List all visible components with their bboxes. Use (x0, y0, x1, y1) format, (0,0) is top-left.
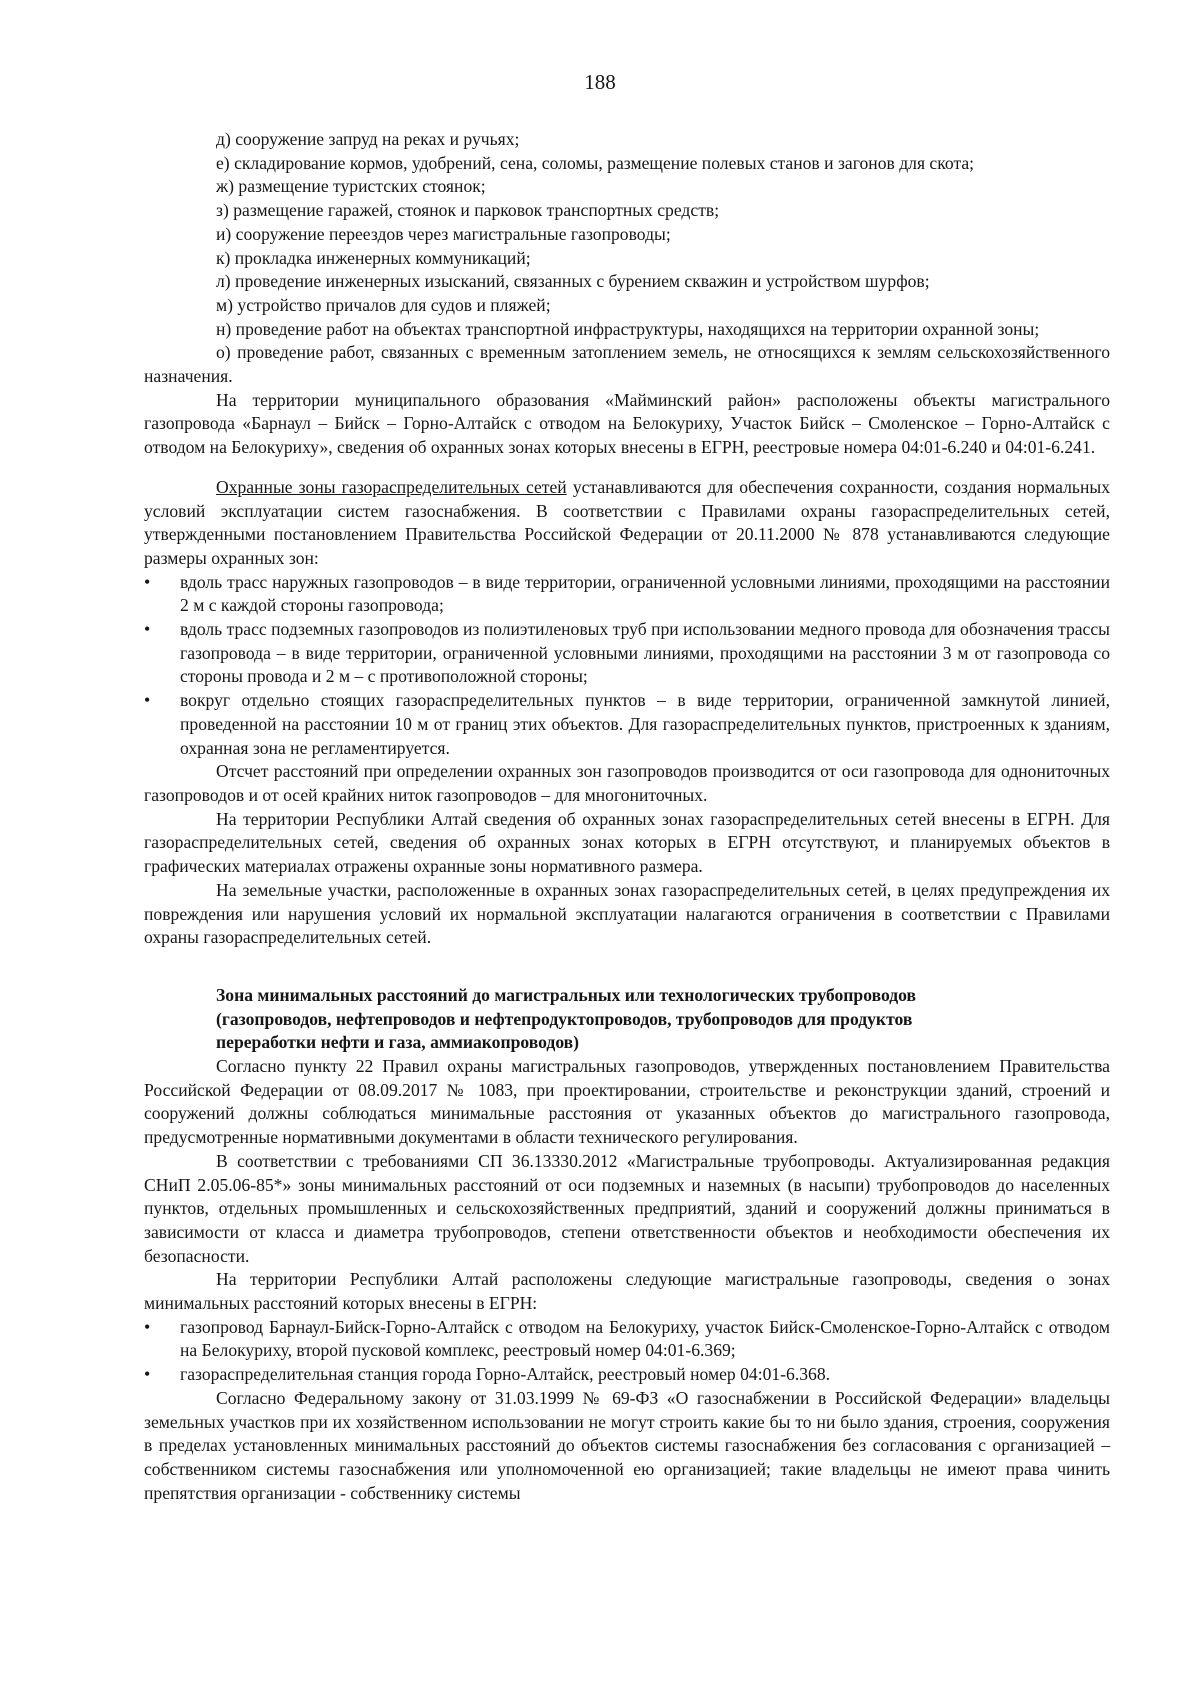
paragraph-altai-pipelines: На территории Республики Алтай расположены следующие магистральные газопроводы, сведения о зонах минимальных расстояний которых внесены в ЕГРН: (144, 1269, 1110, 1314)
paragraph-point-22: Согласно пункту 22 Правил охраны магистральных газопроводов, утвержденных постановлением Правительства Российской Федерации от 08.09.2017 № 1083, при проектировании, строительстве и реконструкции зданий, строений и сооружений должны соблюдаться минимальные расстояния от указанных объектов до магистрального газопровода, предусмотренные нормативными документами в области технического регулирования. (144, 1056, 1110, 1148)
bullet-item: • вдоль трасс подземных газопроводов из полиэтиленовых труб при использовании медного провода для обозначения трассы газопровода – в виде территории, ограниченной условными линиями, проходящими на расстоянии 3 м от газопровода со стороны провода и 2 м – с противоположной стороны; (144, 618, 1110, 689)
spacer (144, 950, 1110, 984)
bullet-item: • вдоль трасс наружных газопроводов – в виде территории, ограниченной условными линиями, проходящими на расстоянии 2 м с каждой стороны газопровода; (144, 571, 1110, 618)
list-item-m: м) устройство причалов для судов и пляжей; (216, 294, 551, 315)
bullet-item: • вокруг отдельно стоящих газораспределительных пунктов – в виде территории, ограниченной замкнутой линией, проведенной на расстоянии 10 м от границ этих объектов. Для газораспределительных пунктов, пристроенных к зданиям, охранная зона не регламентируется. (144, 689, 1110, 760)
list-item-e: е) складирование кормов, удобрений, сена, соломы, размещение полевых станов и загонов для скота; (216, 152, 975, 173)
section-title-line: Зона минимальных расстояний до магистральных или технологических трубопроводов (216, 984, 917, 1005)
list-item-zh: ж) размещение туристских стоянок; (216, 176, 486, 197)
list-item-d: д) сооружение запруд на реках и ручьях; (216, 129, 520, 149)
paragraph-egrn: На территории Республики Алтай сведения об охранных зонах газораспределительных сетей внесены в ЕГРН. Для газораспределительных сетей, сведения об охранных зонах которых в ЕГРН отсутствуют, и планируемых объектов в графических материалах отражены охранные зоны нормативного размера. (144, 808, 1110, 877)
list-item-o: о) проведение работ, связанных с временным затоплением земель, не относящихся к землям сельскохозяйственного назначения. (144, 342, 1110, 387)
list-item-l: л) проведение инженерных изысканий, связанных с бурением скважин и устройством шурфов; (216, 271, 930, 292)
list-item-z: з) размещение гаражей, стоянок и парковок транспортных средств; (216, 200, 720, 221)
section-title-line: переработки нефти и газа, аммиакопроводов) (216, 1032, 580, 1053)
spacer (144, 460, 1110, 476)
underlined-term: Охранные зоны газораспределительных сетей (216, 476, 567, 497)
bullet-list-zones (144, 571, 1110, 761)
bullet-list-pipelines (144, 1316, 1110, 1387)
paragraph-protected-zones (144, 476, 1110, 571)
list-item-k: к) прокладка инженерных коммуникаций; (216, 247, 531, 268)
paragraph-sp-36: В соответствии с требованиями СП 36.13330.2012 «Магистральные трубопроводы. Актуализированная редакция СНиП 2.05.06-85*» зоны минимальных расстояний от оси подземных и наземных (в насыпи) трубопроводов до населенных пунктов, отдельных промышленных и сельскохозяйственных предприятий, зданий и сооружений должны приниматься в зависимости от класса и диаметра трубопроводов, степени ответственности объектов и необходимости обеспечения их безопасности. (144, 1150, 1110, 1266)
paragraph-text: устанавливаются для обеспечения сохранности, создания нормальных условий эксплуатации систем газоснабжения. В соответствии с Правилами охраны газораспределительных сетей, утвержденными постановлением Правительства Российской Федерации от 20.11.2000 № 878 устанавливаются следующие размеры охранных зон: (144, 476, 1110, 568)
bullet-item: • газопровод Барнаул-Бийск-Горно-Алтайск с отводом на Белокуриху, участок Бийск-Смоленское-Горно-Алтайск с отводом на Белокуриху, второй пусковой комплекс, реестровый номер 04:01-6.369; (144, 1316, 1110, 1363)
document-body (144, 128, 1110, 1505)
section-title (144, 984, 1110, 1055)
paragraph-maiminsky: На территории муниципального образования «Майминский район» расположены объекты магистрального газопровода «Барнаул – Бийск – Горно-Алтайск с отводом на Белокуриху, Участок Бийск – Смоленское – Горно-Алтайск с отводом на Белокуриху», сведения об охранных зонах которых внесены в ЕГРН, реестровые номера 04:01-6.240 и 04:01-6.241. (144, 389, 1110, 458)
paragraph-restrictions: На земельные участки, расположенные в охранных зонах газораспределительных сетей, в целях предупреждения их повреждения или нарушения условий их нормальной эксплуатации налагаются ограничения в соответствии с Правилами охраны газораспределительных сетей. (144, 879, 1110, 948)
bullet-item: • газораспределительная станция города Горно-Алтайск, реестровый номер 04:01-6.368. (144, 1363, 1110, 1387)
list-item-n: н) проведение работ на объектах транспортной инфраструктуры, находящихся на территории охранной зоны; (216, 318, 1040, 339)
page-number: 188 (584, 70, 616, 94)
paragraph-federal-law: Согласно Федеральному закону от 31.03.1999 № 69-ФЗ «О газоснабжении в Российской Федерации» владельцы земельных участков при их хозяйственном использовании не могут строить какие бы то ни было здания, строения, сооружения в пределах установленных минимальных расстояний до объектов системы газоснабжения без согласования с организацией – собственником системы газоснабжения или уполномоченной ею организацией; такие владельцы не имеют права чинить препятствия организации - собственнику системы (144, 1387, 1110, 1503)
section-title-line: (газопроводов, нефтепроводов и нефтепродуктопроводов, трубопроводов для продуктов (216, 1008, 913, 1029)
list-item-i: и) сооружение переездов через магистральные газопроводы; (216, 223, 671, 244)
paragraph-measurement: Отсчет расстояний при определении охранных зон газопроводов производится от оси газопровода для однониточных газопроводов и от осей крайних ниток газопроводов – для многониточных. (144, 761, 1110, 805)
